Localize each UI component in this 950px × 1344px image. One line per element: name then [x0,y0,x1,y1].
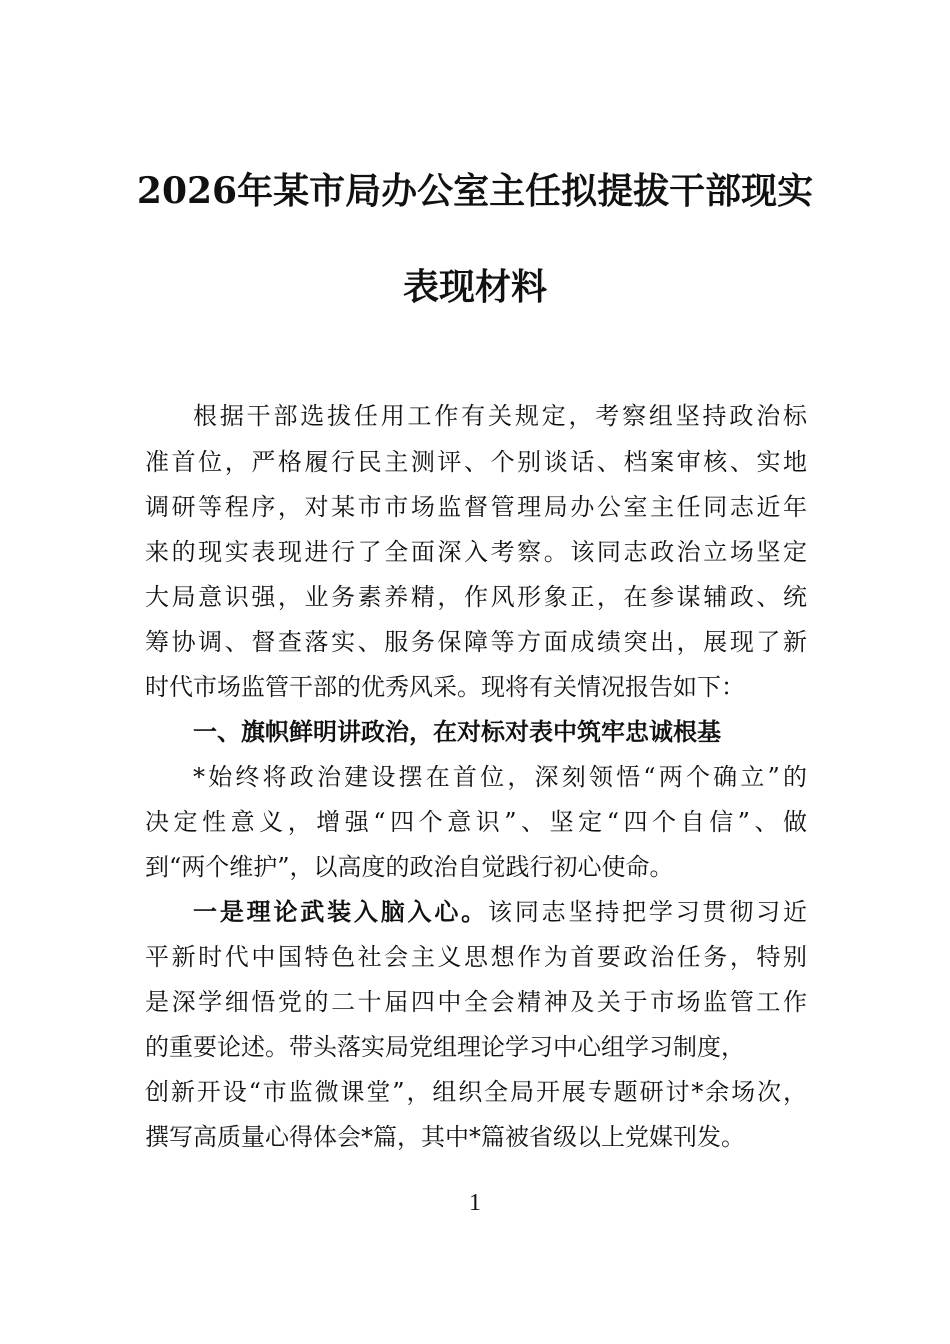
paragraph-line: 的重要论述。带头落实局党组理论学习中心组学习制度， [145,1033,745,1061]
paragraph-line: 撰写高质量心得体会*篇，其中*篇被省级以上党媒刊发。 [145,1123,745,1151]
page-number: 1 [469,1190,481,1216]
paragraph-bold-lead: 一是理论武装入脑入心。 [193,897,488,926]
paragraph-line: 到“两个维护”，以高度的政治自觉践行初心使命。 [145,853,674,881]
paragraph-line: 创新开设“市监微课堂”，组织全局开展专题研讨*余场次， [145,1078,807,1106]
paragraph-line: 平新时代中国特色社会主义思想作为首要政治任务，特别 [145,943,807,971]
paragraph-line: 准首位，严格履行民主测评、个别谈话、档案审核、实地 [145,448,807,476]
paragraph-line: 是深学细悟党的二十届四中全会精神及关于市场监管工作 [145,988,807,1016]
document-title-line-2: 表现材料 [402,266,547,308]
paragraph-line: 大局意识强，业务素养精，作风形象正，在参谋辅政、统 [145,583,807,611]
paragraph-first-line [193,898,807,926]
paragraph-line: 调研等程序，对某市市场监督管理局办公室主任同志近年 [145,493,807,521]
section-heading: 一、旗帜鲜明讲政治，在对标对表中筑牢忠诚根基 [193,718,721,746]
paragraph-line: 筹协调、督查落实、服务保障等方面成绩突出，展现了新 [145,628,807,656]
paragraph-text: 该同志坚持把学习贯彻习近 [488,898,807,926]
paragraph-line: 决定性意义，增强“四个意识”、坚定“四个自信”、做 [145,808,807,836]
document-title-line-1: 2026年某市局办公室主任拟提拔干部现实 [136,170,814,212]
paragraph-line: 时代市场监管干部的优秀风采。现将有关情况报告如下： [145,673,745,701]
paragraph-line: *始终将政治建设摆在首位，深刻领悟“两个确立”的 [193,763,807,791]
paragraph-line: 根据干部选拔任用工作有关规定，考察组坚持政治标 [193,402,807,430]
paragraph-line: 来的现实表现进行了全面深入考察。该同志政治立场坚定 [145,538,807,566]
